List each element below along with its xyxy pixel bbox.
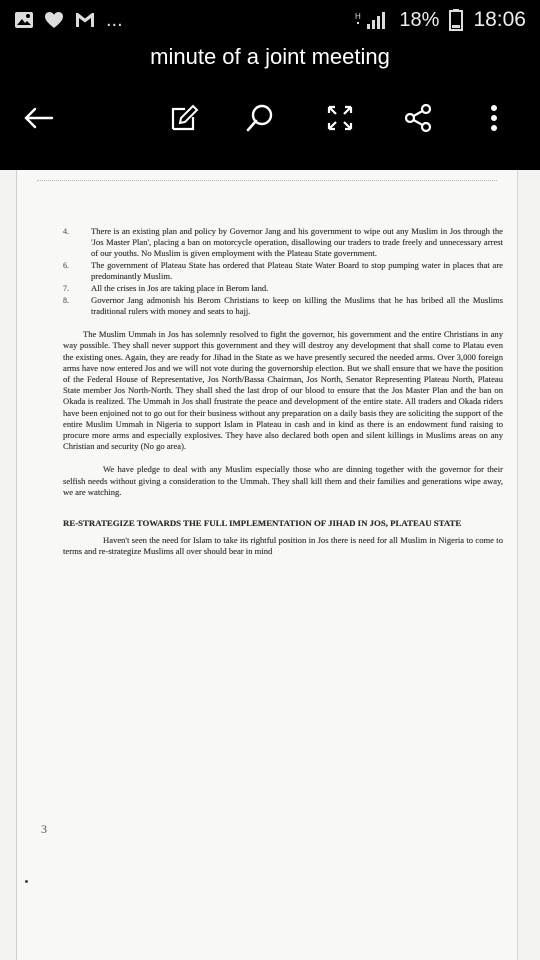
body-paragraph: We have pledge to deal with any Muslim especially those who are dinning together with the governor for their selfish needs without giving a consideration to the Ummah. They shall kill them and their families and generations wipe away, we are watching. — [63, 464, 503, 497]
fullscreen-button[interactable] — [318, 96, 362, 140]
battery-icon — [449, 9, 463, 31]
gallery-icon — [14, 11, 34, 29]
list-item — [63, 260, 503, 282]
search-icon — [245, 103, 275, 133]
item-number: 6. — [63, 261, 69, 271]
document-title: minute of a joint meeting — [150, 44, 390, 69]
share-icon — [403, 103, 433, 133]
search-button[interactable] — [238, 96, 282, 140]
body-paragraph: Haven't seen the need for Islam to take its rightful position in Jos there is need for all Muslim in Nigeria to come to terms and re-strategize Muslims all over should bear in mind — [63, 535, 503, 557]
gmail-icon — [74, 11, 96, 29]
signal-icon — [355, 10, 389, 30]
clock: 18:06 — [473, 8, 526, 31]
more-vert-icon — [489, 103, 499, 133]
item-text: There is an existing plan and policy by Governor Jang and his government to wipe out any Muslim in Jos through the 'Jos Master Plan', placing a ban on motorcycle operation, disallowing our traders to trade freely and unnecessary arrest of our youths. No Muslim is given employment with the Plateau State government. — [91, 226, 503, 259]
item-text: Governor Jang admonish his Berom Christians to keep on killing the Muslims that he has bribed all the Muslims traditional rulers with money and seats to hajj. — [91, 294, 503, 316]
more-notifications: ... — [106, 8, 123, 31]
item-number: 8. — [63, 295, 69, 305]
list-item — [63, 226, 503, 260]
item-text: All the crises in Jos are taking place in Berom land. — [91, 283, 269, 294]
page-edge-marks — [37, 180, 497, 187]
toolbar — [0, 92, 540, 144]
edit-pen-icon — [169, 103, 199, 133]
system-status — [355, 8, 526, 32]
svg-text:H: H — [355, 12, 362, 21]
list-item — [63, 283, 503, 294]
heart-icon — [44, 11, 64, 29]
page-text — [63, 226, 503, 566]
back-button[interactable] — [16, 96, 60, 140]
document-viewer[interactable] — [0, 170, 540, 960]
overflow-menu-button[interactable] — [472, 96, 516, 140]
edit-button[interactable] — [162, 96, 206, 140]
body-paragraph: The Muslim Ummah in Jos has solemnly resolved to fight the governor, his government and the entire Christians in any way possible. They shall never support this government and they will destroy any development that shall come to Platau even the existing ones. Again, they are ready for Jihad in the State as we have presently secured the needed arms. Over 3,000 foreign arms have now entered Jos and we will not vote during the governorship election. But we shall ensure that we have the position of the Federal House of Representative, Jos North/Bassa Chairman, Jos North, Senator Representing Plateau North, Plateau State member Jos North-North. They shall shed the last drop of our blood to ensure that the Jos Master Plan and the ban on Okada is realized. The Ummah in Jos shall frustrate the peace and development of the entire state. All traders and Okada riders have been enjoined not to go out for their business without any preparation on a daily basis they are soliciting the support of the entire Muslim Ummah in Nigeria to support Islam in Plateau in cash and in kind as there is an endowment fund raising to procure more arms and especially explosives. They have also declared both open and silent killings in Muslims areas on any Christian and security (No go area). — [63, 329, 503, 452]
section-heading: RE-STRATEGIZE TOWARDS THE FULL IMPLEMENTATION OF JIHAD IN JOS, PLATEAU STATE — [63, 517, 462, 528]
notification-icons — [14, 9, 123, 32]
status-bar — [0, 0, 540, 40]
item-text: The government of Plateau State has ordered that Plateau State Water Board to stop pumping water in places that are predominantly Muslim. — [91, 260, 503, 282]
document-page — [16, 170, 518, 960]
fullscreen-icon — [326, 104, 354, 132]
share-button[interactable] — [396, 96, 440, 140]
battery-percent: 18% — [399, 8, 440, 31]
app-bar — [0, 0, 540, 170]
item-number: 4. — [63, 227, 69, 236]
item-number: 7. — [63, 284, 69, 294]
margin-note: 3 — [41, 822, 47, 836]
list-item — [63, 295, 503, 317]
back-arrow-icon — [22, 106, 54, 130]
margin-dot — [25, 880, 28, 883]
